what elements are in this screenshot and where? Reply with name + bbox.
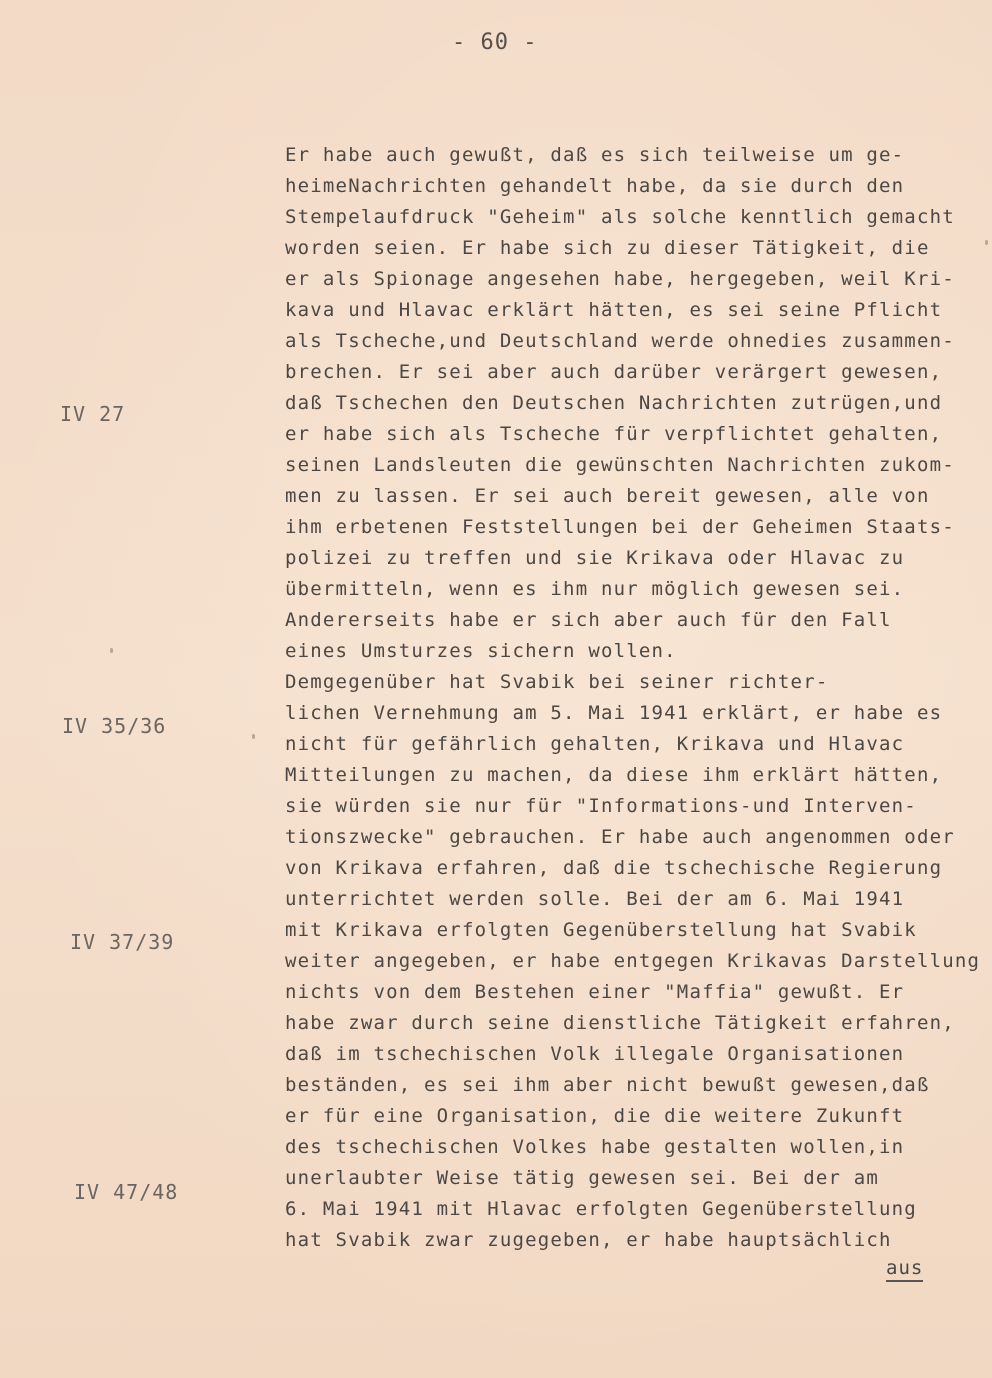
paper-speck (252, 734, 255, 739)
text-line: eines Umsturzes sichern wollen. (285, 640, 677, 662)
text-line: seinen Landsleuten die gewünschten Nachrichten zukom- (285, 454, 955, 476)
text-line: unerlaubter Weise tätig gewesen sei. Bei der am (285, 1167, 880, 1189)
text-line: hat Svabik zwar zugegeben, er habe hauptsächlich (285, 1229, 892, 1251)
text-line: als Tscheche,und Deutschland werde ohnedies zusammen- (285, 330, 955, 352)
text-line: daß im tschechischen Volk illegale Organisationen (285, 1043, 905, 1065)
margin-reference: IV 37/39 (70, 930, 175, 954)
text-line: mit Krikava erfolgten Gegenüberstellung hat Svabik (285, 919, 917, 941)
text-line: habe zwar durch seine dienstliche Tätigkeit erfahren, (285, 1012, 955, 1034)
text-line: men zu lassen. Er sei auch bereit gewesen, alle von (285, 485, 930, 507)
text-line: Mitteilungen zu machen, da diese ihm erklärt hätten, (285, 764, 943, 786)
text-line: nicht für gefährlich gehalten, Krikava und Hlavac (285, 733, 905, 755)
margin-reference: IV 47/48 (74, 1180, 179, 1204)
catchword: aus (886, 1257, 923, 1282)
text-line: des tschechischen Volkes habe gestalten wollen,in (285, 1136, 905, 1158)
text-line: worden seien. Er habe sich zu dieser Tätigkeit, die (285, 237, 930, 259)
text-line: er als Spionage angesehen habe, hergegeben, weil Kri- (285, 268, 955, 290)
page-number: - 60 - (452, 30, 538, 55)
text-line: 6. Mai 1941 mit Hlavac erfolgten Gegenüberstellung (285, 1198, 917, 1220)
text-line: von Krikava erfahren, daß die tschechische Regierung (285, 857, 943, 879)
margin-reference: IV 35/36 (62, 714, 167, 738)
text-line: kava und Hlavac erklärt hätten, es sei seine Pflicht (285, 299, 943, 321)
text-line: beständen, es sei ihm aber nicht bewußt gewesen,daß (285, 1074, 930, 1096)
text-line: Stempelaufdruck "Geheim" als solche kenntlich gemacht (285, 206, 955, 228)
text-line: Demgegenüber hat Svabik bei seiner richter- (285, 671, 829, 693)
text-line: daß Tschechen den Deutschen Nachrichten zutrügen,und (285, 392, 943, 414)
margin-reference: IV 27 (60, 402, 126, 426)
text-line: nichts von dem Bestehen einer "Maffia" gewußt. Er (285, 981, 905, 1003)
text-line: heimeNachrichten gehandelt habe, da sie durch den (285, 175, 905, 197)
text-line: weiter angegeben, er habe entgegen Krikavas Darstellung (285, 950, 981, 972)
text-line: tionszwecke" gebrauchen. Er habe auch angenommen oder (285, 826, 955, 848)
text-line: polizei zu treffen und sie Krikava oder Hlavac zu (285, 547, 905, 569)
text-line: Er habe auch gewußt, daß es sich teilweise um ge- (285, 144, 905, 166)
text-line: er für eine Organisation, die die weitere Zukunft (285, 1105, 905, 1127)
text-line: unterrichtet werden solle. Bei der am 6. Mai 1941 (285, 888, 905, 910)
text-line: Andererseits habe er sich aber auch für den Fall (285, 609, 892, 631)
paper-speck (110, 648, 113, 653)
paper-speck (985, 240, 988, 245)
text-line: lichen Vernehmung am 5. Mai 1941 erklärt, er habe es (285, 702, 943, 724)
text-line: brechen. Er sei aber auch darüber verärgert gewesen, (285, 361, 943, 383)
text-line: übermitteln, wenn es ihm nur möglich gewesen sei. (285, 578, 905, 600)
text-line: sie würden sie nur für "Informations-und Interven- (285, 795, 917, 817)
text-line: er habe sich als Tscheche für verpflichtet gehalten, (285, 423, 943, 445)
text-line: ihm erbetenen Feststellungen bei der Geheimen Staats- (285, 516, 955, 538)
